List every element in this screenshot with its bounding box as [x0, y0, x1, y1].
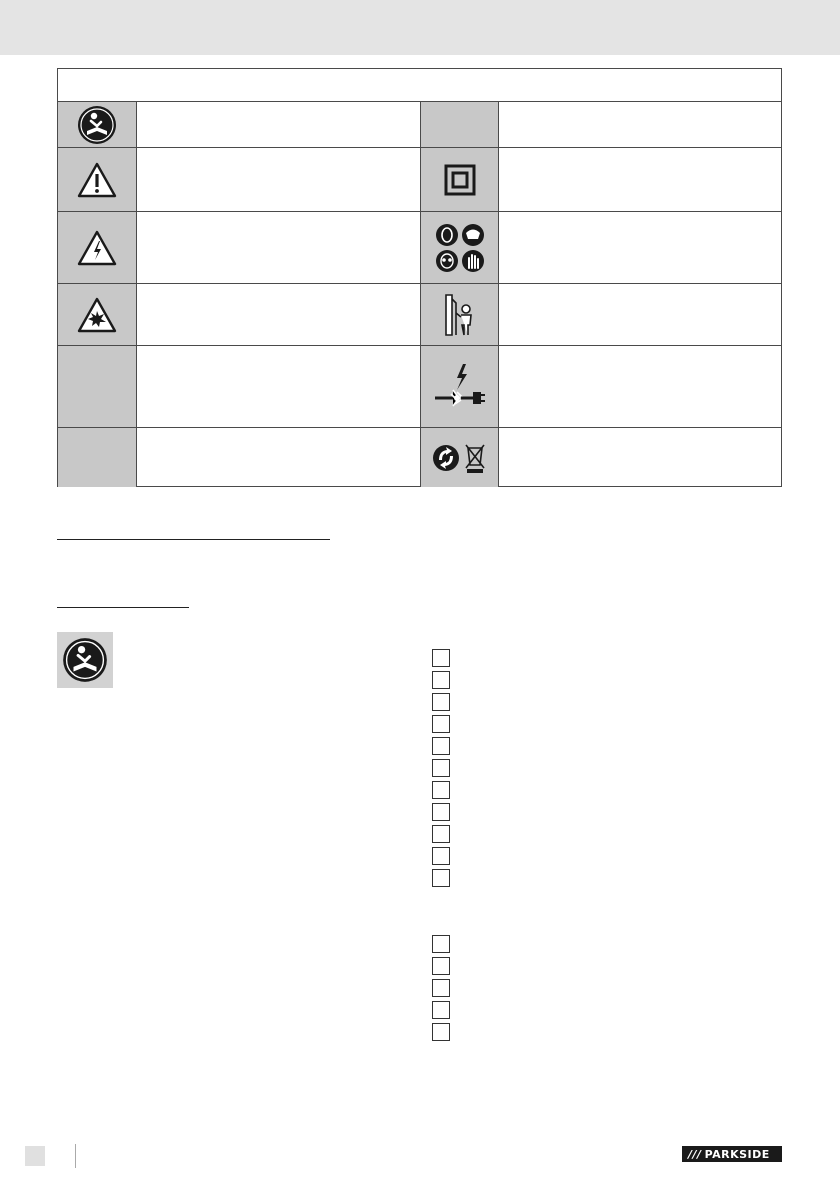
- part-number-box: [432, 759, 450, 777]
- warning-triangle-icon: [77, 162, 117, 198]
- electric-shock-warning-icon: [77, 230, 117, 266]
- table-row: [421, 148, 498, 211]
- explosion-warning-icon: [77, 297, 117, 333]
- table-row: [58, 148, 136, 211]
- footer-divider: [75, 1144, 76, 1168]
- damaged-cable-unplug-icon: [433, 360, 487, 414]
- page-header-bar: [0, 0, 840, 55]
- read-manual-icon: [77, 105, 117, 145]
- table-row: [421, 102, 498, 147]
- part-number-box: [432, 737, 450, 755]
- intro-icon-box: [57, 632, 113, 688]
- table-row: [58, 346, 136, 427]
- read-manual-icon: [62, 637, 108, 683]
- part-number-box: [432, 847, 450, 865]
- keep-children-away-icon: [442, 293, 478, 337]
- part-number-box: [432, 671, 450, 689]
- part-number-box: [432, 825, 450, 843]
- part-number-box: [432, 1023, 450, 1041]
- part-number-box: [432, 935, 450, 953]
- table-row: [421, 428, 498, 487]
- part-number-box: [432, 693, 450, 711]
- table-row: [58, 428, 136, 487]
- table-row: [421, 284, 498, 345]
- logo-slashes: ///: [688, 1147, 702, 1161]
- section-heading-rule: [57, 607, 189, 608]
- protection-class-ii-icon: [444, 164, 476, 196]
- part-number-box: [432, 649, 450, 667]
- symbol-legend-table: [57, 68, 782, 487]
- table-row: [58, 212, 136, 283]
- page-number-box: [25, 1146, 45, 1166]
- table-header: [58, 69, 781, 102]
- table-row: [421, 212, 498, 283]
- logo-text: PARKSIDE: [704, 1147, 770, 1161]
- wear-protective-equipment-icon: [434, 222, 486, 274]
- part-number-box: [432, 979, 450, 997]
- table-row: [58, 102, 136, 147]
- table-row: [58, 284, 136, 345]
- part-number-box: [432, 781, 450, 799]
- part-number-box: [432, 803, 450, 821]
- part-number-box: [432, 869, 450, 887]
- parkside-logo: [682, 1146, 782, 1162]
- recycling-and-disposal-icon: [432, 441, 488, 475]
- section-heading-rule: [57, 539, 330, 540]
- part-number-box: [432, 1001, 450, 1019]
- table-row: [421, 346, 498, 427]
- part-number-box: [432, 957, 450, 975]
- part-number-box: [432, 715, 450, 733]
